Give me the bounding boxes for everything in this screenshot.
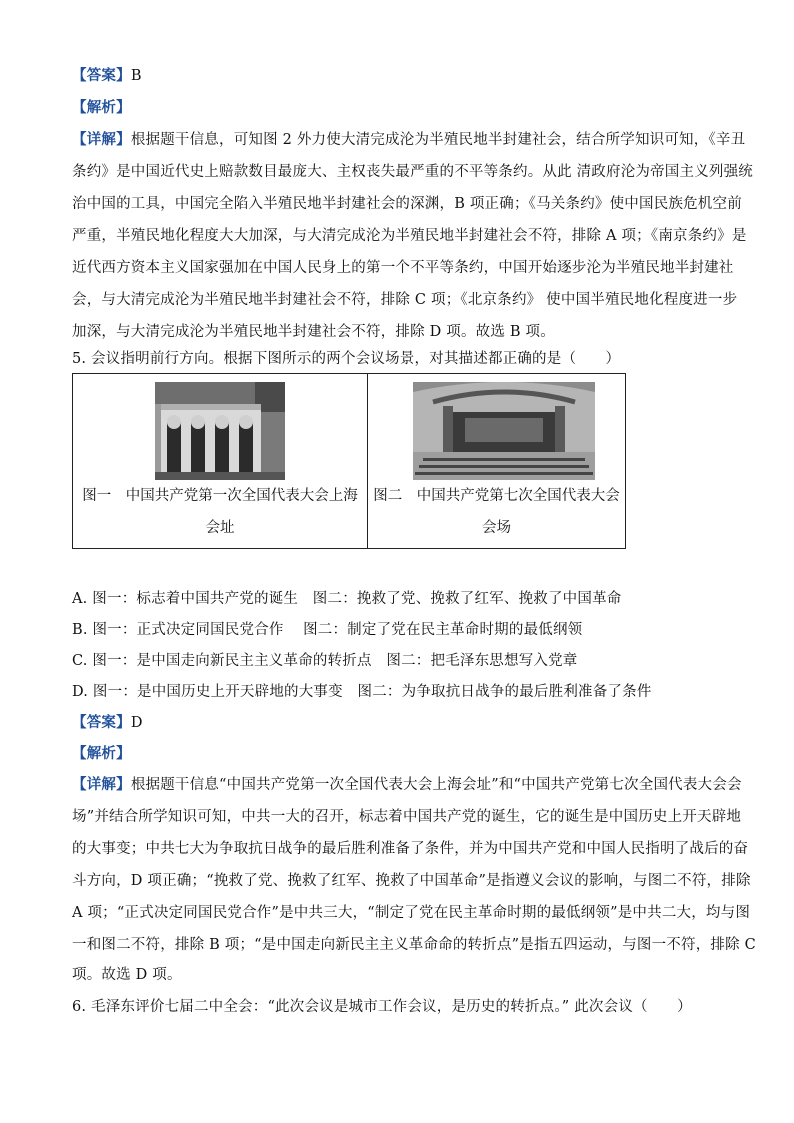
q4-answer-tag: 【答案】	[72, 67, 131, 84]
q5-stem: 5. 会议指明前行方向。根据下图所示的两个会议场景，对其描述都正确的是（ ）	[72, 351, 621, 367]
figure2-caption-line1: 图二 中国共产党第七次全国代表大会	[373, 488, 620, 504]
q5-option-a: A. 图一：标志着中国共产党的诞生 图二：挽救了党、挽救了红军、挽救了中国革命	[72, 591, 622, 607]
q5-detail-line: 一和图二不符，排除 B 项；“是中国走向新民主主义革命命的转折点”是指五四运动，与图一不符，排除 C	[72, 937, 756, 953]
q4-detail-line: 严重，半殖民地化程度大大加深，与大清完成沦为半殖民地半封建社会不符，排除 A 项；《南京条约》是	[72, 228, 747, 244]
q5-detail-text: 根据题干信息“中国共产党第一次全国代表大会上海会址”和“中国共产党第七次全国代表大会会	[130, 777, 742, 793]
q4-analysis-tag: 【解析】	[72, 99, 131, 116]
q4-detail-text: 根据题干信息，可知图 2 外力使大清完成沦为半殖民地半封建社会，结合所学知识可知，《辛丑	[130, 132, 746, 148]
figure1-caption-line2: 会址	[205, 520, 235, 536]
q5-detail-line	[72, 775, 742, 795]
q4-detail-tag: 【详解】	[72, 131, 131, 148]
figure2-caption-line2: 会场	[482, 520, 511, 536]
q5-analysis-tag: 【解析】	[72, 745, 131, 762]
q4-answer-value: B	[130, 68, 142, 84]
q5-detail-line: 斗方向，D 项正确；“挽救了党、挽救了红军、挽救了中国革命”是指遵义会议的影响，与图二不符，排除	[72, 873, 751, 889]
q5-detail-line: 项。故选 D 项。	[72, 967, 182, 983]
figure1-caption-line1: 图一 中国共产党第一次全国代表大会上海	[82, 488, 358, 504]
q5-option-d: D. 图一：是中国历史上开天辟地的大事变 图二：为争取抗日战争的最后胜利准备了条件	[72, 684, 652, 700]
q5-answer-line	[72, 713, 724, 733]
q4-detail-line: 会，与大清完成沦为半殖民地半封建社会不符，排除 C 项；《北京条约》 使中国半殖民地化程度进一步	[72, 292, 738, 308]
q5-detail-line: A 项；“正式决定同国民党合作”是中共三大，“制定了党在民主革命时期的最低纲领”是中共二大，均与图	[72, 905, 751, 921]
photo-seventh-congress-hall-drawing	[413, 382, 595, 480]
q5-option-b: B. 图一：正式决定同国民党合作 图二：制定了党在民主革命时期的最低纲领	[72, 622, 583, 638]
q4-detail-line: 治中国的工具，中国完全陷入半殖民地半封建社会的深渊，B 项正确；《马关条约》使中国民族危机空前	[72, 196, 742, 212]
q4-detail-line: 近代西方资本主义国家强加在中国人民身上的第一个不平等条约，中国开始逐步沦为半殖民地半封建社	[72, 260, 734, 276]
q4-answer-line	[72, 66, 724, 86]
q5-detail-tag: 【详解】	[72, 776, 131, 793]
q4-detail-line: 加深，与大清完成沦为半殖民地半封建社会不符，排除 D 项。故选 B 项。	[72, 324, 555, 340]
q4-detail-line: 条约》是中国近代史上赔款数目最庞大、主权丧失最严重的不平等条约。从此 清政府沦为帝国主义列强统	[72, 164, 754, 180]
q5-detail-line: 场”并结合所学知识可知，中共一大的召开，标志着中国共产党的诞生，它的诞生是中国历史上开天辟地	[72, 809, 742, 825]
q4-detail-line	[72, 130, 746, 150]
q5-detail-line: 的大事变；中共七大为争取抗日战争的最后胜利准备了条件，并为中国共产党和中国人民指明了战后的奋	[72, 841, 749, 857]
q5-answer-tag: 【答案】	[72, 714, 131, 731]
q5-option-c: C. 图一：是中国走向新民主主义革命的转折点 图二：把毛泽东思想写入党章	[72, 653, 578, 669]
q5-answer-value: D	[130, 715, 143, 731]
photo-first-congress-site-drawing	[155, 382, 285, 480]
q4-analysis-line	[72, 98, 724, 118]
q5-figure-table	[72, 373, 626, 549]
q5-analysis-line	[72, 744, 724, 764]
photo-first-congress-site	[155, 382, 285, 480]
photo-seventh-congress-hall	[413, 382, 595, 480]
q6-stem: 6. 毛泽东评价七届二中全会：“此次会议是城市工作会议，是历史的转折点。” 此次会议（ ）	[72, 999, 692, 1015]
